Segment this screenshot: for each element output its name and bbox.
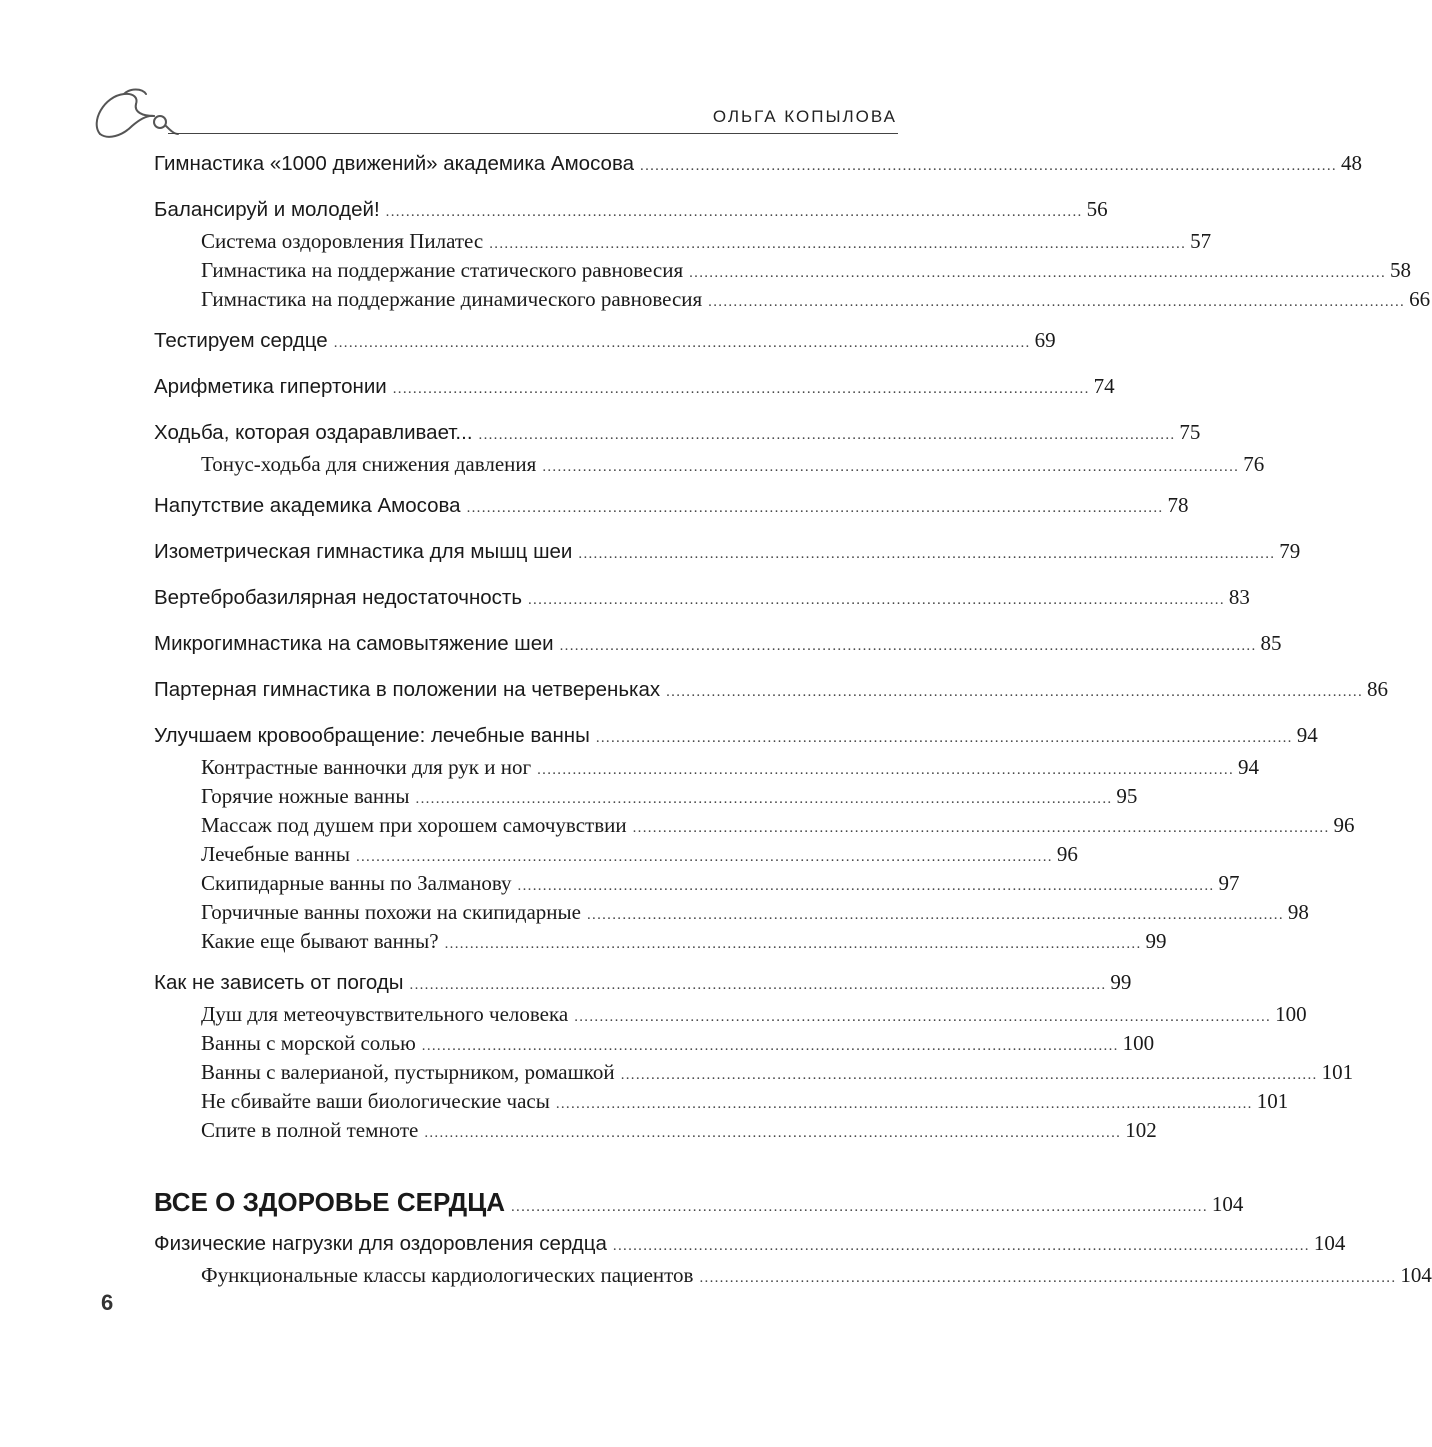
toc-entry-page: 104: [1211, 1192, 1244, 1216]
toc-entry-title: Ванны с валерианой, пустырником, ромашкой: [201, 1060, 615, 1084]
dot-leader: ..........................................................................................................................................: [489, 236, 1187, 252]
toc-subentry: [154, 840, 1078, 869]
toc-entry-page: 83: [1228, 585, 1250, 609]
toc-entry-title: Душ для метеочувствительного человека: [201, 1002, 569, 1026]
header-rule: [168, 133, 898, 134]
toc-entry-page: 98: [1287, 900, 1309, 924]
toc-entry-page: 86: [1367, 677, 1388, 701]
toc-section-heading: [154, 1187, 1244, 1217]
toc-entry-page: 85: [1260, 631, 1282, 655]
toc-entry-page: 79: [1279, 539, 1301, 563]
toc-entry-title: Партерная гимнастика в положении на четвереньках: [154, 678, 661, 701]
toc-subentry: [154, 227, 1212, 256]
toc-entry-page: 48: [1340, 151, 1362, 175]
dot-leader: ..........................................................................................................................................: [409, 977, 1107, 993]
dot-leader: ..........................................................................................................................................: [708, 294, 1406, 310]
toc-entry-page: 75: [1179, 420, 1201, 444]
toc-entry: [154, 539, 1301, 563]
toc-subentry: [154, 285, 1431, 314]
toc-entry-page: 101: [1256, 1089, 1289, 1113]
toc-entry-page: 95: [1116, 784, 1138, 808]
toc-entry: [154, 1231, 1346, 1255]
dot-leader: ..........................................................................................................................................: [478, 427, 1176, 443]
toc-entry-page: 102: [1125, 1118, 1157, 1142]
dot-leader: ..........................................................................................................................................: [528, 592, 1225, 608]
toc-subentry: [154, 1029, 1155, 1058]
toc-entry-page: 78: [1167, 493, 1189, 517]
dot-leader: ..........................................................................................................................................: [586, 907, 1284, 923]
toc-entry-page: 69: [1034, 328, 1056, 352]
toc-entry-title: Ванны с морской солью: [201, 1031, 416, 1055]
toc-entry-page: 99: [1110, 970, 1132, 994]
dot-leader: ..........................................................................................................................................: [699, 1270, 1397, 1286]
dot-leader: ..........................................................................................................................................: [578, 546, 1276, 562]
toc-entry-page: 76: [1243, 452, 1265, 476]
dot-leader: ..........................................................................................................................................: [466, 500, 1164, 516]
toc-entry-page: 99: [1145, 929, 1167, 953]
toc-entry-title: Вертебробазилярная недостаточность: [154, 586, 522, 609]
toc-subentry: [154, 256, 1412, 285]
toc-entry-title: Гимнастика на поддержание статического равновесия: [201, 258, 684, 282]
stethoscope-icon: [82, 82, 182, 152]
toc-entry-title: Микрогимнастика на самовытяжение шеи: [154, 632, 554, 655]
table-of-contents: [154, 151, 1432, 1290]
toc-subentry: [154, 782, 1138, 811]
toc-entry: [154, 197, 1108, 221]
toc-subentry: [154, 1261, 1432, 1290]
toc-entry-page: 96: [1056, 842, 1078, 866]
dot-leader: ..........................................................................................................................................: [392, 381, 1090, 397]
toc-subentry: [154, 1116, 1157, 1145]
toc-entry-page: 94: [1296, 723, 1318, 747]
toc-entry-title: Горячие ножные ванны: [201, 784, 410, 808]
dot-leader: ..........................................................................................................................................: [555, 1096, 1253, 1112]
toc-entry: [154, 151, 1362, 175]
dot-leader: ..........................................................................................................................................: [424, 1125, 1122, 1141]
toc-entry: [154, 328, 1056, 352]
toc-entry: [154, 723, 1318, 747]
toc-entry-title: Гимнастика «1000 движений» академика Амосова: [154, 152, 635, 175]
dot-leader: ..........................................................................................................................................: [510, 1199, 1208, 1215]
toc-entry-title: Напутствие академика Амосова: [154, 494, 461, 517]
toc-entry-page: 100: [1275, 1002, 1307, 1026]
toc-entry-title: Гимнастика на поддержание динамического равновесия: [201, 287, 703, 311]
toc-subentry: [154, 927, 1167, 956]
toc-entry-title: Какие еще бывают ванны?: [201, 929, 439, 953]
dot-leader: ..........................................................................................................................................: [385, 204, 1083, 220]
toc-entry-page: 104: [1313, 1231, 1346, 1255]
dot-leader: ..........................................................................................................................................: [689, 265, 1387, 281]
toc-subentry: [154, 811, 1355, 840]
toc-entry-title: Система оздоровления Пилатес: [201, 229, 484, 253]
toc-entry: [154, 374, 1115, 398]
toc-entry-page: 101: [1321, 1060, 1354, 1084]
toc-entry: [154, 585, 1250, 609]
toc-entry-title: Тонус-ходьба для снижения давления: [201, 452, 537, 476]
toc-entry-title: Лечебные ванны: [201, 842, 350, 866]
toc-entry-title: Не сбивайте ваши биологические часы: [201, 1089, 550, 1113]
toc-entry-title: Ходьба, которая оздаравливает...: [154, 421, 473, 444]
dot-leader: ..........................................................................................................................................: [517, 878, 1215, 894]
toc-subentry: [154, 1000, 1307, 1029]
dot-leader: ..........................................................................................................................................: [574, 1009, 1272, 1025]
toc-entry: [154, 420, 1201, 444]
toc-entry-title: Тестируем сердце: [154, 329, 328, 352]
dot-leader: ..........................................................................................................................................: [620, 1067, 1318, 1083]
toc-entry-page: 104: [1400, 1263, 1432, 1287]
toc-entry-title: Массаж под душем при хорошем самочувствии: [201, 813, 627, 837]
dot-leader: ..........................................................................................................................................: [355, 849, 1053, 865]
page-number: 6: [101, 1290, 114, 1315]
toc-entry-page: 96: [1333, 813, 1355, 837]
toc-entry-title: Спите в полной темноте: [201, 1118, 419, 1142]
dot-leader: ..........................................................................................................................................: [632, 820, 1330, 836]
toc-entry: [154, 493, 1189, 517]
toc-entry-title: Горчичные ванны похожи на скипидарные: [201, 900, 581, 924]
toc-subentry: [154, 1087, 1289, 1116]
toc-entry-page: 66: [1409, 287, 1431, 311]
dot-leader: ..........................................................................................................................................: [542, 459, 1240, 475]
toc-entry-page: 100: [1122, 1031, 1155, 1055]
running-header-author: ОЛЬГА КОПЫЛОВА: [712, 107, 897, 126]
toc-entry-title: Контрастные ванночки для рук и ног: [201, 755, 532, 779]
toc-entry-title: Балансируй и молодей!: [154, 198, 380, 221]
dot-leader: ..........................................................................................................................................: [595, 730, 1293, 746]
toc-subentry: [154, 869, 1240, 898]
toc-entry-title: Как не зависеть от погоды: [154, 971, 404, 994]
toc-entry-page: 56: [1086, 197, 1108, 221]
toc-section-title: ВСЕ О ЗДОРОВЬЕ СЕРДЦА: [154, 1187, 505, 1217]
dot-leader: ..........................................................................................................................................: [537, 762, 1235, 778]
dot-leader: ..........................................................................................................................................: [333, 335, 1031, 351]
toc-entry-title: Функциональные классы кардиологических пациентов: [201, 1263, 694, 1287]
toc-entry: [154, 970, 1132, 994]
toc-entry-page: 57: [1190, 229, 1212, 253]
dot-leader: ..........................................................................................................................................: [612, 1238, 1310, 1254]
dot-leader: ..........................................................................................................................................: [640, 158, 1337, 174]
toc-subentry: [154, 753, 1260, 782]
toc-entry-page: 94: [1238, 755, 1260, 779]
dot-leader: ..........................................................................................................................................: [421, 1038, 1119, 1054]
toc-entry-title: Улучшаем кровообращение: лечебные ванны: [154, 724, 590, 747]
toc-entry-title: Физические нагрузки для оздоровления сердца: [154, 1232, 607, 1255]
toc-subentry: [154, 898, 1309, 927]
dot-leader: ..........................................................................................................................................: [666, 684, 1363, 700]
toc-entry-title: Арифметика гипертонии: [154, 375, 387, 398]
toc-entry: [154, 677, 1388, 701]
toc-entry-page: 74: [1093, 374, 1115, 398]
toc-subentry: [154, 450, 1265, 479]
dot-leader: ..........................................................................................................................................: [415, 791, 1113, 807]
toc-entry-title: Скипидарные ванны по Залманову: [201, 871, 512, 895]
toc-entry: [154, 631, 1282, 655]
dot-leader: ..........................................................................................................................................: [559, 638, 1257, 654]
toc-entry-page: 97: [1218, 871, 1240, 895]
toc-entry-page: 58: [1390, 258, 1412, 282]
toc-entry-title: Изометрическая гимнастика для мышц шеи: [154, 540, 573, 563]
dot-leader: ..........................................................................................................................................: [444, 936, 1142, 952]
toc-subentry: [154, 1058, 1354, 1087]
